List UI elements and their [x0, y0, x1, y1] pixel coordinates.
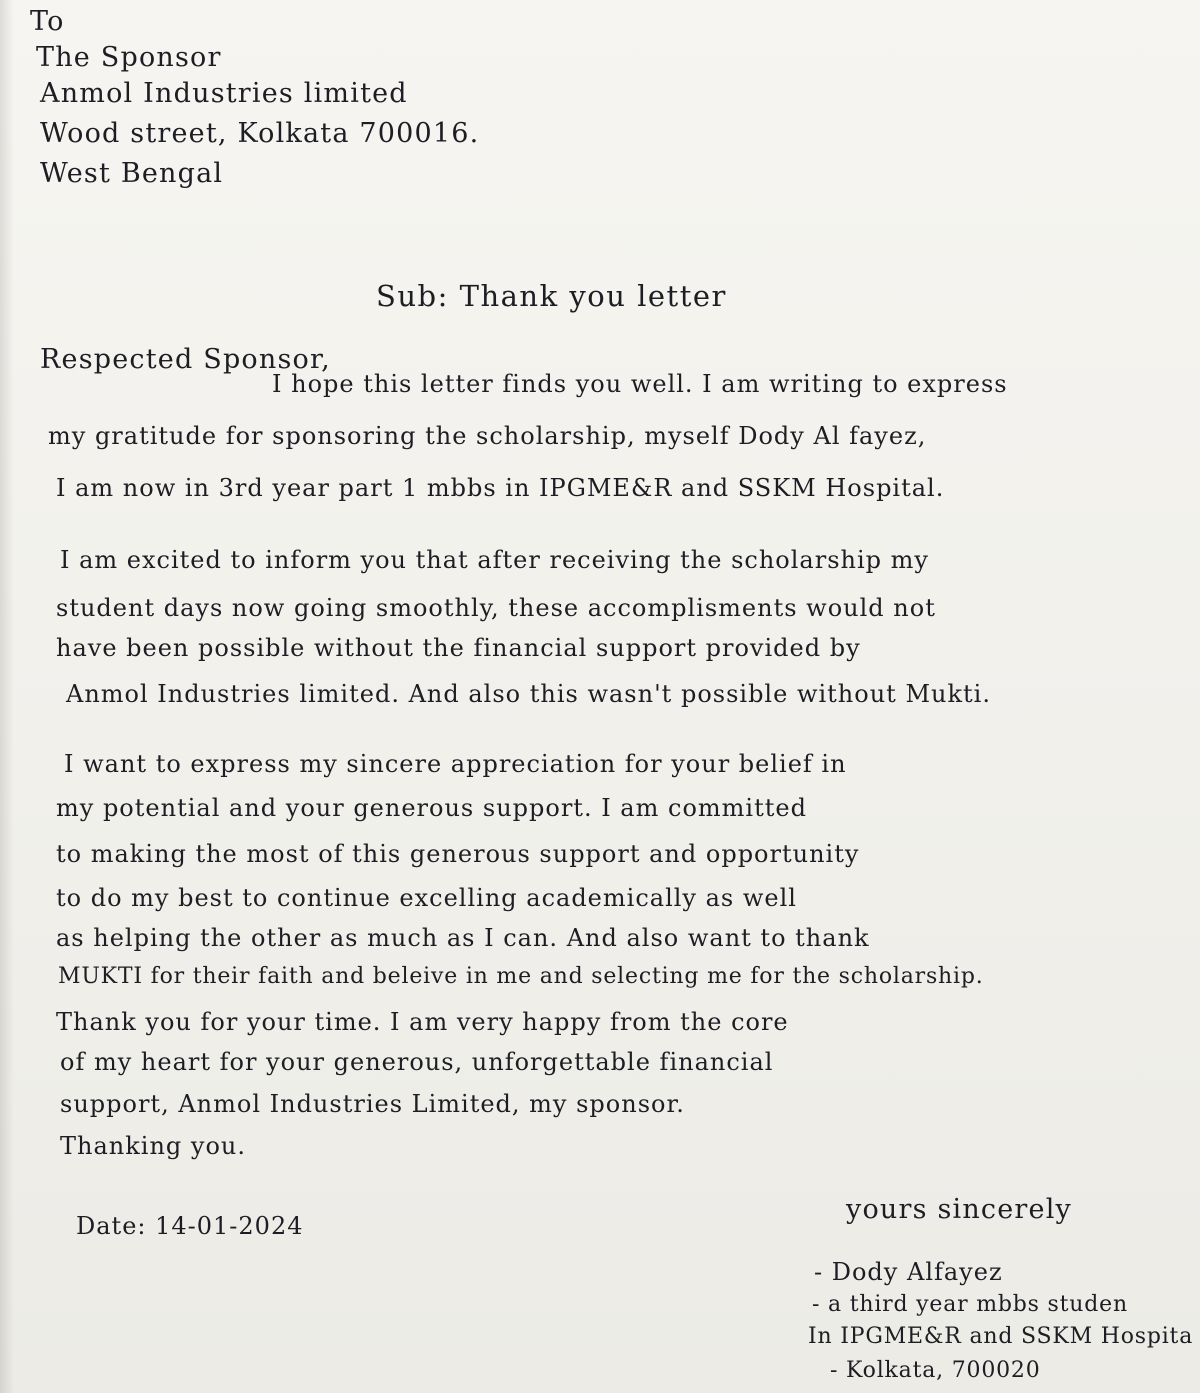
- body-line: support, Anmol Industries Limited, my sponsor.: [60, 1090, 685, 1118]
- page-edge-shadow: [0, 0, 14, 1393]
- body-line: to do my best to continue excelling academically as well: [56, 884, 797, 912]
- body-line: Thanking you.: [60, 1132, 246, 1160]
- signer-name: - Dody Alfayez: [814, 1258, 1003, 1286]
- body-line: Anmol Industries limited. And also this wasn't possible without Mukti.: [66, 680, 991, 708]
- body-line: to making the most of this generous support and opportunity: [56, 840, 860, 868]
- address-to: To: [30, 6, 65, 37]
- body-line: Thank you for your time. I am very happy from the core: [56, 1008, 789, 1036]
- body-line: I hope this letter finds you well. I am writing to express: [272, 370, 1008, 398]
- address-company: Anmol Industries limited: [40, 78, 408, 109]
- signer-detail: - Kolkata, 700020: [830, 1358, 1041, 1383]
- body-line: my potential and your generous support. I am committed: [56, 794, 807, 822]
- body-line: student days now going smoothly, these accomplisments would not: [56, 594, 936, 622]
- body-line: I am excited to inform you that after receiving the scholarship my: [60, 546, 929, 574]
- salutation: Respected Sponsor,: [40, 344, 331, 375]
- body-line: I am now in 3rd year part 1 mbbs in IPGME&R and SSKM Hospital.: [56, 474, 945, 502]
- body-line: I want to express my sincere appreciation for your belief in: [64, 750, 847, 778]
- body-line: of my heart for your generous, unforgettable financial: [60, 1048, 774, 1076]
- subject-line: Sub: Thank you letter: [376, 279, 727, 313]
- signer-detail: - a third year mbbs studen: [812, 1292, 1128, 1317]
- body-line: my gratitude for sponsoring the scholarship, myself Dody Al fayez,: [48, 422, 927, 450]
- body-line: MUKTI for their faith and beleive in me and selecting me for the scholarship.: [58, 964, 984, 989]
- address-street: Wood street, Kolkata 700016.: [40, 118, 480, 149]
- letter-date: Date: 14-01-2024: [76, 1212, 304, 1240]
- address-state: West Bengal: [40, 158, 224, 189]
- address-recipient: The Sponsor: [36, 42, 222, 73]
- signer-detail: In IPGME&R and SSKM Hospita: [808, 1324, 1194, 1349]
- closing-phrase: yours sincerely: [846, 1194, 1072, 1225]
- body-line: have been possible without the financial support provided by: [56, 634, 861, 662]
- body-line: as helping the other as much as I can. And also want to thank: [56, 924, 870, 952]
